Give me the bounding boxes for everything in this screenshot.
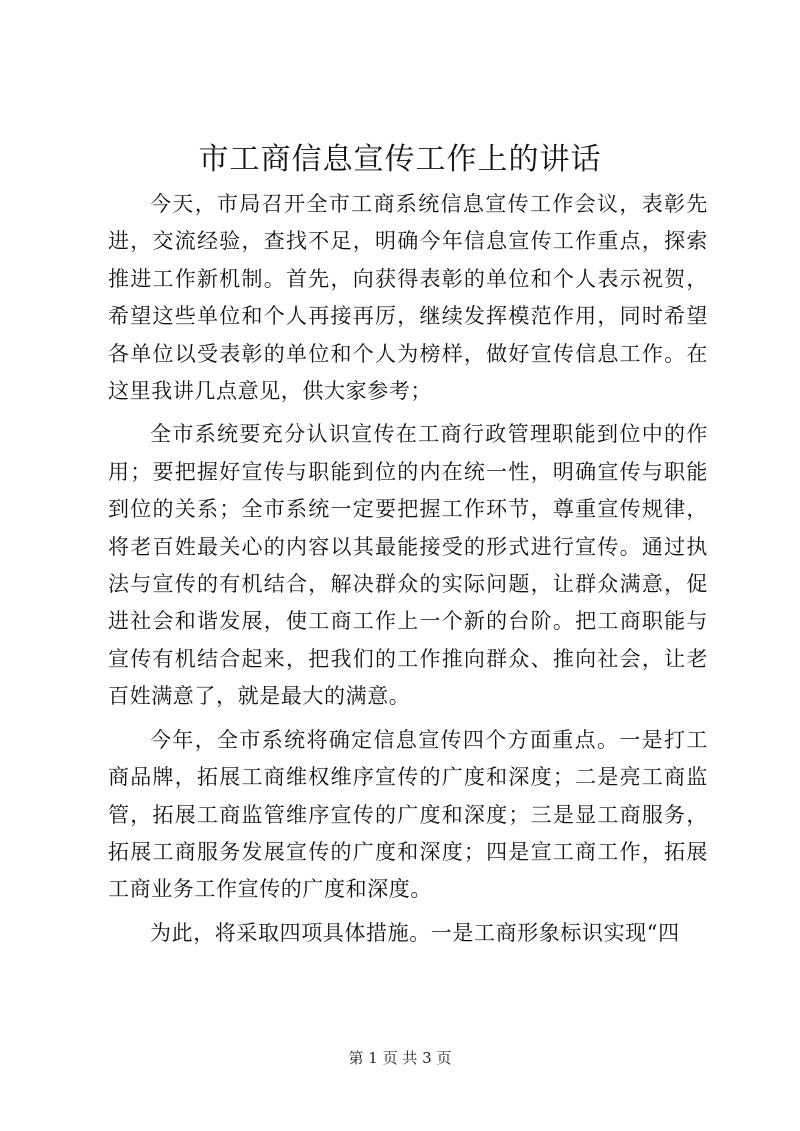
paragraph-3: 今年，全市系统将确定信息宣传四个方面重点。一是打工商品牌，拓展工商维权维序宣传的广度和深度；二是亮工商监管，拓展工商监管维序宣传的广度和深度；三是显工商服务，拓展工商服务发展宣传的广度和深度；四是宣工商工作，拓展工商业务工作宣传的广度和深度。: [108, 727, 708, 902]
document-body: [108, 186, 708, 958]
document-title: 市工商信息宣传工作上的讲话: [198, 142, 602, 177]
paragraph-2: 全市系统要充分认识宣传在工商行政管理职能到位中的作用；要把握好宣传与职能到位的内在统一性，明确宣传与职能到位的关系；全市系统一定要把握工作环节，尊重宣传规律，将老百姓最关心的内容以其最能接受的形式进行宣传。通过执法与宣传的有机结合，解决群众的实际问题，让群众满意，促进社会和谐发展，使工商工作上一个新的台阶。把工商职能与宣传有机结合起来，把我们的工作推向群众、推向社会，让老百姓满意了，就是最大的满意。: [108, 422, 708, 709]
paragraph-1: 今天，市局召开全市工商系统信息宣传工作会议，表彰先进，交流经验，查找不足，明确今年信息宣传工作重点，探索推进工作新机制。首先，向获得表彰的单位和个人表示祝贺，希望这些单位和个人再接再厉，继续发挥模范作用，同时希望各单位以受表彰的单位和个人为榜样，做好宣传信息工作。在这里我讲几点意见，供大家参考；: [108, 192, 708, 404]
page-footer: 第 1 页 共 3 页: [348, 1049, 452, 1067]
paragraph-4: 为此，将采取四项具体措施。一是工商形象标识实现“四: [150, 920, 680, 945]
